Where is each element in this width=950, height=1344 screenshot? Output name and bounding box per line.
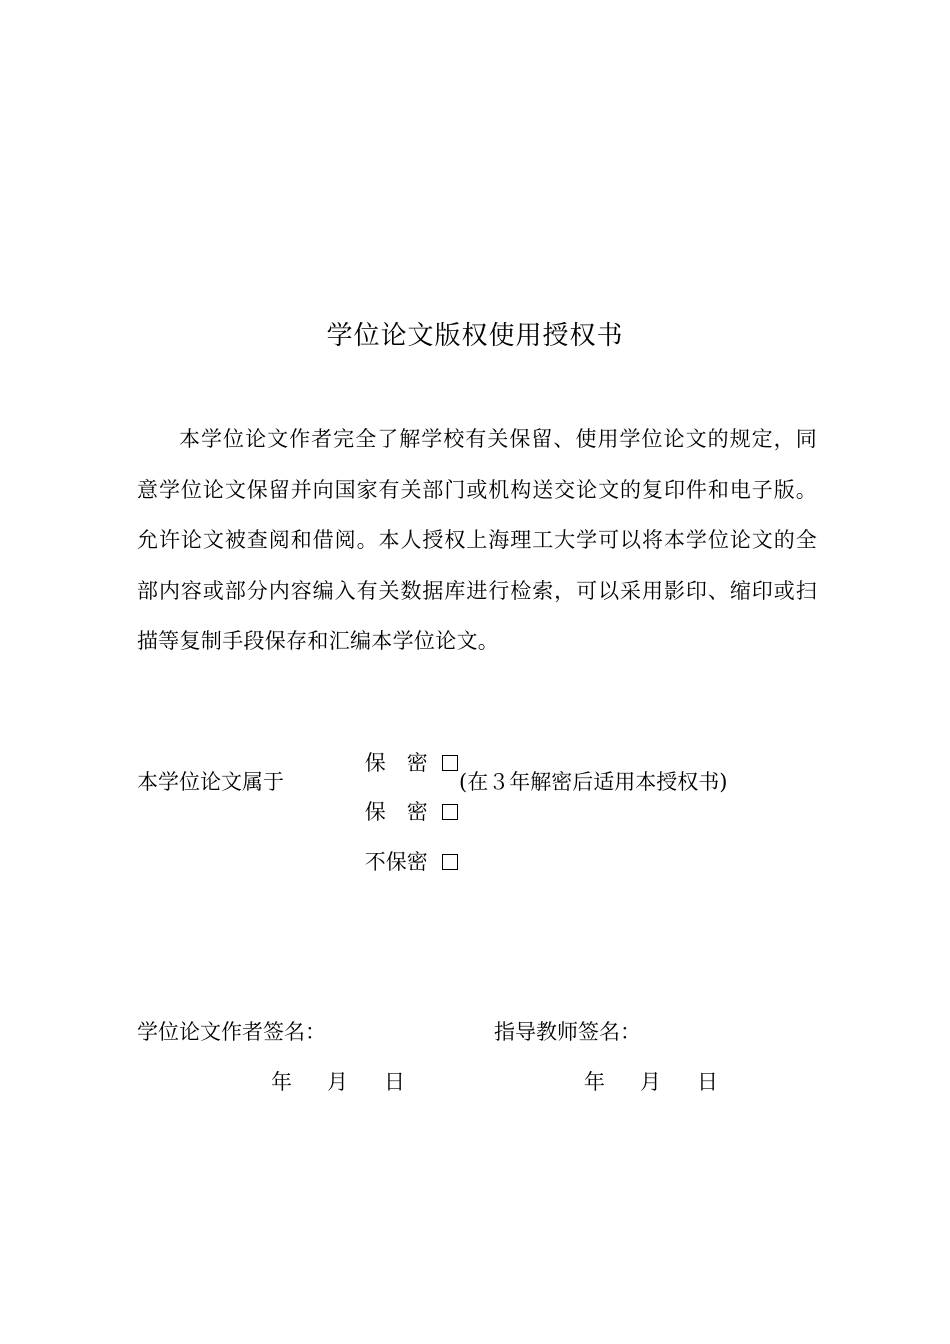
option-label: 保 密 (364, 800, 428, 824)
checkbox-not-confidential[interactable] (442, 854, 458, 870)
advisor-signature-label: 指导教师签名： (494, 1020, 641, 1044)
authorization-paragraph: 本学位论文作者完全了解学校有关保留、使用学位论文的规定，同意学位论文保留并向国家有关部门或机构送交论文的复印件和电子版。允许论文被查阅和借阅。本人授权上海理工大学可以将本学位论文的全部内容或部分内容编入有关数据库进行检索，可以采用影印、缩印或扫描等复制手段保存和汇编本学位论文。 (137, 427, 817, 653)
option-label: 不保密 (364, 850, 428, 874)
author-date-day: 日 (384, 1070, 405, 1094)
advisor-date-month: 月 (640, 1070, 661, 1094)
option-note: (在３年解密后适用本授权书) (459, 770, 728, 794)
author-signature-label: 学位论文作者签名： (137, 1020, 326, 1044)
author-date-month: 月 (327, 1070, 348, 1094)
option-not-confidential (338, 817, 458, 907)
classification-label: 本学位论文属于 (137, 770, 284, 794)
document-title: 学位论文版权使用授权书 (326, 321, 624, 351)
author-date-year: 年 (271, 1070, 292, 1094)
advisor-date-day: 日 (697, 1070, 718, 1094)
advisor-date-year: 年 (584, 1070, 605, 1094)
option-label: 保 密 (364, 751, 428, 775)
